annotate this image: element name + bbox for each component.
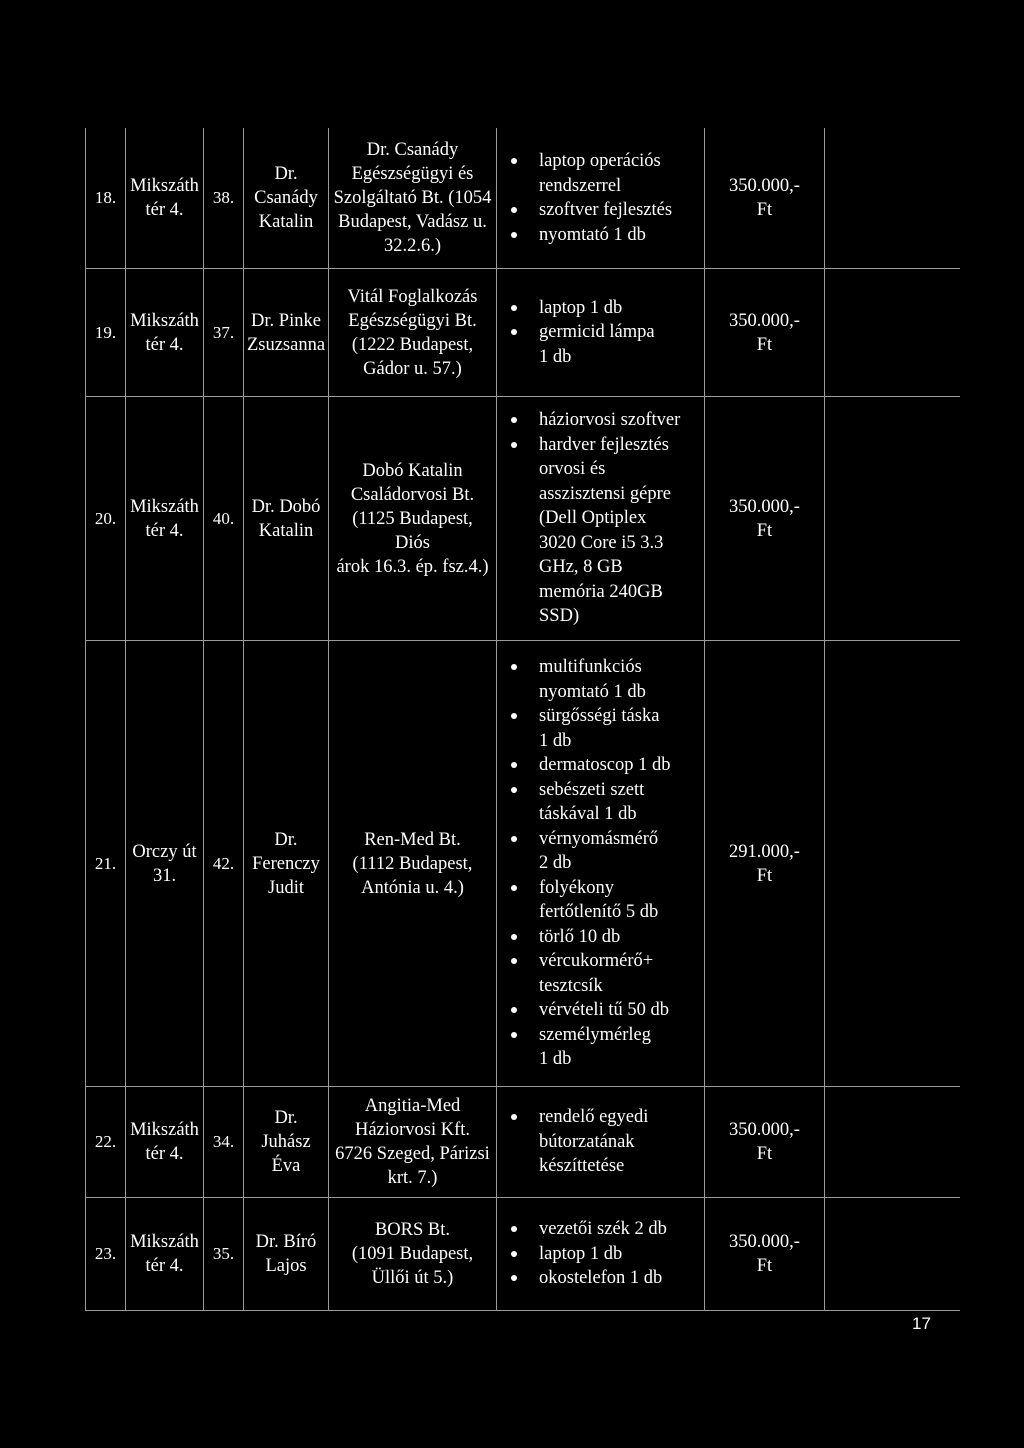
amount: 350.000,- Ft (704, 397, 825, 640)
items-list (511, 655, 671, 1072)
list-item: laptop 1 db (511, 1242, 667, 1267)
district-number: 34. (203, 1087, 243, 1197)
items-list (511, 149, 672, 247)
list-item: laptop operációs rendszerrel (511, 149, 672, 198)
doctor-name: Dr. Ferenczy Judit (243, 641, 328, 1086)
row-number: 20. (85, 397, 125, 640)
list-item: vérnyomásmérő 2 db (511, 827, 671, 876)
row-number: 23. (85, 1198, 125, 1310)
doctor-name: Dr. Csanády Katalin (243, 128, 328, 268)
items-list (511, 1105, 648, 1179)
list-item: törlő 10 db (511, 925, 671, 950)
list-item: háziorvosi szoftver (511, 408, 680, 433)
provider: Ren-Med Bt. (1112 Budapest, Antónia u. 4.) (328, 641, 496, 1086)
list-item: sebészeti szett táskával 1 db (511, 778, 671, 827)
list-item: sürgősségi táska 1 db (511, 704, 671, 753)
amount: 350.000,- Ft (704, 269, 825, 396)
location: Mikszáth tér 4. (125, 269, 203, 396)
row-number: 21. (85, 641, 125, 1086)
list-item: vércukormérő+ tesztcsík (511, 949, 671, 998)
items-cell (496, 269, 704, 396)
provider: BORS Bt. (1091 Budapest, Üllői út 5.) (328, 1198, 496, 1310)
list-item: laptop 1 db (511, 296, 655, 321)
location: Mikszáth tér 4. (125, 1087, 203, 1197)
list-item: vezetői szék 2 db (511, 1217, 667, 1242)
items-cell (496, 1087, 704, 1197)
items-list (511, 296, 655, 370)
table-row (85, 1198, 960, 1311)
location: Orczy út 31. (125, 641, 203, 1086)
district-number: 35. (203, 1198, 243, 1310)
grant-table (85, 128, 960, 1311)
list-item: germicid lámpa 1 db (511, 320, 655, 369)
table-row (85, 397, 960, 641)
district-number: 38. (203, 128, 243, 268)
provider: Dobó Katalin Családorvosi Bt. (1125 Budapest, Diós árok 16.3. ép. fsz.4.) (328, 397, 496, 640)
table-row (85, 641, 960, 1087)
list-item: személymérleg 1 db (511, 1023, 671, 1072)
list-item: multifunkciós nyomtató 1 db (511, 655, 671, 704)
items-list (511, 1217, 667, 1291)
list-item: okostelefon 1 db (511, 1266, 667, 1291)
provider: Dr. Csanády Egészségügyi és Szolgáltató Bt. (1054 Budapest, Vadász u. 32.2.6.) (328, 128, 496, 268)
list-item: folyékony fertőtlenítő 5 db (511, 876, 671, 925)
table-row (85, 128, 960, 269)
items-cell (496, 397, 704, 640)
district-number: 42. (203, 641, 243, 1086)
location: Mikszáth tér 4. (125, 1198, 203, 1310)
amount: 350.000,- Ft (704, 1087, 825, 1197)
amount: 291.000,- Ft (704, 641, 825, 1086)
list-item: rendelő egyedi bútorzatának készíttetése (511, 1105, 648, 1179)
list-item: nyomtató 1 db (511, 223, 672, 248)
table-row (85, 1087, 960, 1198)
district-number: 40. (203, 397, 243, 640)
doctor-name: Dr. Pinke Zsuzsanna (243, 269, 328, 396)
amount: 350.000,- Ft (704, 1198, 825, 1310)
doctor-name: Dr. Juhász Éva (243, 1087, 328, 1197)
list-item: hardver fejlesztés orvosi és asszisztensi gépre (Dell Optiplex 3020 Core i5 3.3 GHz, 8 GB memória 240GB SSD) (511, 433, 680, 629)
provider: Angitia-Med Háziorvosi Kft. 6726 Szeged, Párizsi krt. 7.) (328, 1087, 496, 1197)
provider: Vitál Foglalkozás Egészségügyi Bt. (1222 Budapest, Gádor u. 57.) (328, 269, 496, 396)
row-number: 18. (85, 128, 125, 268)
amount: 350.000,- Ft (704, 128, 825, 268)
doctor-name: Dr. Bíró Lajos (243, 1198, 328, 1310)
items-list (511, 408, 680, 629)
location: Mikszáth tér 4. (125, 128, 203, 268)
row-number: 19. (85, 269, 125, 396)
list-item: vérvételi tű 50 db (511, 998, 671, 1023)
district-number: 37. (203, 269, 243, 396)
list-item: szoftver fejlesztés (511, 198, 672, 223)
doctor-name: Dr. Dobó Katalin (243, 397, 328, 640)
items-cell (496, 1198, 704, 1310)
location: Mikszáth tér 4. (125, 397, 203, 640)
row-number: 22. (85, 1087, 125, 1197)
page-number: 17 (912, 1314, 931, 1333)
table-row (85, 269, 960, 397)
items-cell (496, 128, 704, 268)
list-item: dermatoscop 1 db (511, 753, 671, 778)
items-cell (496, 641, 704, 1086)
